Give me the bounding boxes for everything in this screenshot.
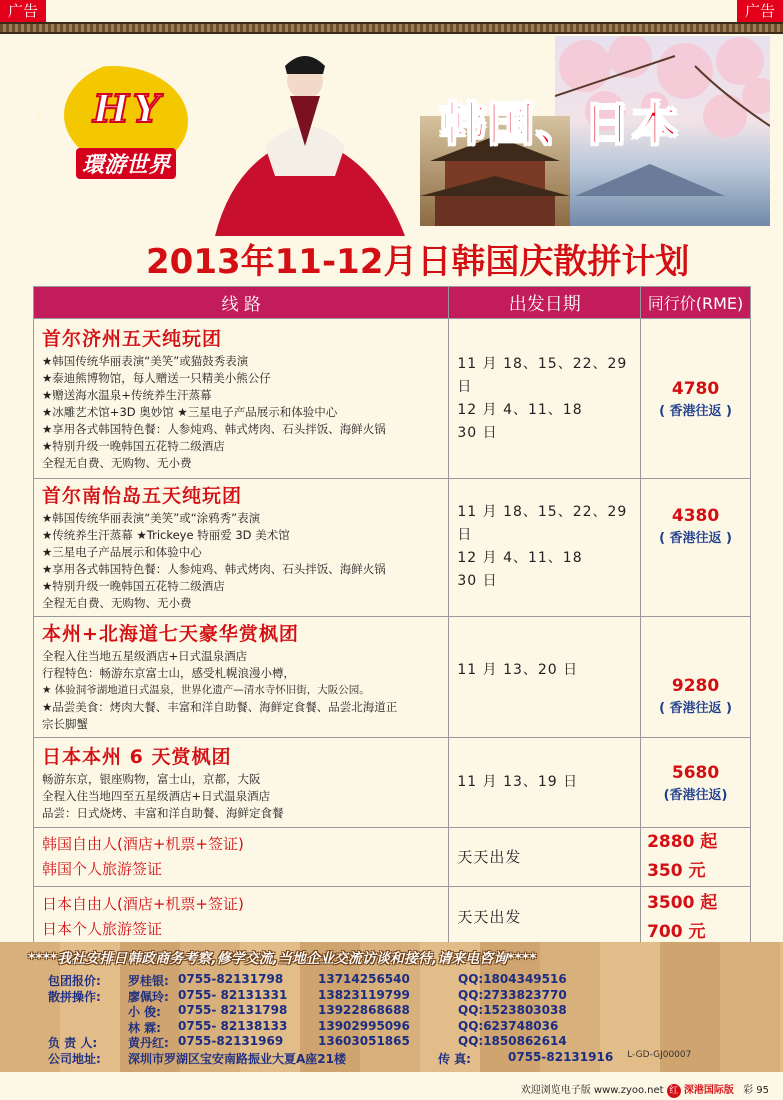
contact-name: 廖佩玲: (128, 989, 169, 1004)
price-cell (641, 738, 751, 828)
red-circle-mark: 红 (667, 1084, 681, 1098)
tour-line: ★享用各式韩国特色餐：人参炖鸡、韩式烤肉、石头拌饭、海鲜火锅 (42, 421, 386, 436)
table-row (34, 887, 751, 949)
ad-tag-left: 广告 (0, 0, 46, 22)
tour-title: 本州+北海道七天豪华赏枫团 (42, 623, 299, 645)
header-route: 线 路 (34, 287, 449, 319)
price-note: ( 香港往返 ) (659, 531, 732, 546)
contact-mobile: 13902995096 (318, 1018, 410, 1033)
free-tour-line: 日本自由人(酒店+机票+签证) (42, 895, 244, 913)
footer-edition: 深港国际版 (683, 1085, 734, 1096)
logo-hy-text: HY (93, 86, 165, 131)
tour-title: 日本本州 6 天赏枫团 (42, 745, 232, 768)
route-cell (34, 887, 449, 949)
scroll-rod-decoration (0, 22, 783, 34)
contact-role: 负 责 人: (48, 1036, 98, 1050)
company-logo (38, 66, 198, 186)
date-cell (449, 319, 641, 479)
price-cell (641, 887, 751, 949)
contact-row (48, 972, 768, 988)
contact-row (48, 1034, 768, 1050)
hero-destination-title: 韩国、日本 (440, 97, 680, 151)
contact-mobile: 13714256540 (318, 972, 410, 986)
contact-phone: 0755- 82138133 (178, 1018, 288, 1033)
hero-banner (0, 36, 783, 236)
date-line: 11 月 13、19 日 (457, 774, 579, 790)
free-tour-line: 日本个人旅游签证 (42, 920, 163, 938)
address-label: 公司地址: (48, 1051, 101, 1066)
tour-line: 全程无自费、无购物、无小费 (42, 596, 192, 610)
price-cell (641, 828, 751, 887)
contact-phone: 0755-82131969 (178, 1034, 284, 1048)
header-date: 出发日期 (449, 287, 641, 319)
table-row (34, 319, 751, 479)
table-row (34, 738, 751, 828)
price-note: ( 香港往返 ) (659, 701, 732, 716)
contact-name: 黄丹红: (128, 1036, 169, 1050)
logo-name-text: 環游世界 (76, 148, 176, 179)
date-line: 30 日 (457, 573, 498, 589)
company-address: 深圳市罗湖区宝安南路振业大夏A座21楼 (128, 1051, 346, 1066)
tour-line: 宗长脚蟹 (42, 717, 88, 731)
date-cell: 天天出发 (449, 887, 641, 949)
tour-price: 5680 (671, 762, 720, 783)
tour-line: ★特别升级一晚韩国五花特二级酒店 (42, 579, 225, 593)
tour-line: ★赠送海水温泉+传统养生汗蒸幕 (42, 387, 212, 402)
ad-tag-right: 广告 (737, 0, 783, 22)
mount-fuji-shape (575, 164, 725, 196)
price-cell (641, 479, 751, 617)
address-row (48, 1050, 768, 1066)
tour-line: ★特别升级一晚韩国五花特二级酒店 (42, 438, 225, 453)
free-tour-price: 350 元 (647, 861, 706, 881)
contact-role: 包团报价: (48, 974, 101, 988)
tour-line: ★冰雕艺术馆+3D 奥妙馆 ★三星电子产品展示和体验中心 (42, 404, 338, 419)
tour-line: ★韩国传统华丽表演“美笑”或“涂鸦秀”表演 (42, 511, 261, 525)
tour-line: 全程无自费、无购物、无小费 (42, 455, 192, 470)
contact-role: 散拼操作: (48, 989, 101, 1004)
tour-line: ★ 体验洞爷湖地道日式温泉，世界化遗产—清水寺怀旧街，大阪公园。 (42, 684, 370, 696)
contact-role (48, 1003, 128, 1019)
contact-banner: ****我社安排日韩政商务考察,修学交流,当地企业交流访谈和接待,请来电咨询**** (28, 951, 537, 967)
contact-qq: QQ:1804349516 (458, 972, 567, 986)
date-line: 11 月 13、20 日 (457, 662, 579, 678)
table-row (34, 479, 751, 617)
contact-qq: QQ:623748036 (458, 1018, 559, 1033)
price-note: (香港往返) (663, 787, 728, 803)
free-tour-line: 韩国个人旅游签证 (42, 859, 163, 878)
date-cell (449, 479, 641, 617)
date-line: 30 日 (457, 424, 498, 441)
tour-schedule-table (33, 286, 751, 949)
contact-qq: QQ:2733823770 (458, 987, 567, 1002)
date-line: 11 月 18、15、22、29 日 (457, 504, 628, 543)
contact-role (48, 1019, 128, 1035)
contact-name: 林 霖: (128, 1020, 161, 1035)
free-tour-line: 韩国自由人(酒店+机票+签证) (42, 834, 244, 853)
tour-line: ★韩国传统华丽表演“美笑”或猫鼓秀表演 (42, 353, 249, 368)
tour-line: 全程入住当地五星级酒店+日式温泉酒店 (42, 649, 248, 663)
contact-qq: QQ:1850862614 (458, 1034, 567, 1048)
tour-line: ★传统养生汗蒸幕 ★Trickeye 特丽爱 3D 美术馆 (42, 528, 290, 542)
tour-line: ★品尝美食：烤肉大餐、丰富和洋自助餐、海鲜定食餐、品尝北海道正 (42, 700, 398, 714)
contact-mobile: 13823119799 (318, 987, 410, 1002)
date-line: 12 月 4、11、18 (457, 401, 583, 418)
page-number: 彩 95 (743, 1085, 769, 1096)
contact-mobile: 13603051865 (318, 1034, 410, 1048)
tour-line: ★享用各式韩国特色餐：人参炖鸡、韩式烤肉、石头拌饭、海鲜火锅 (42, 562, 386, 576)
date-cell (449, 738, 641, 828)
tour-line: 品尝：日式烧烤、丰富和洋自助餐、海鲜定食餐 (42, 805, 284, 820)
contact-mobile: 13922868688 (318, 1003, 410, 1017)
table-row (34, 617, 751, 738)
tour-price: 4380 (671, 506, 720, 526)
contact-panel (0, 942, 783, 1072)
route-cell (34, 828, 449, 887)
contact-row (48, 1003, 768, 1019)
date-cell (449, 617, 641, 738)
free-tour-price: 700 元 (647, 921, 706, 942)
contact-phone: 0755- 82131798 (178, 1003, 288, 1017)
contact-row (48, 1019, 768, 1035)
tour-title: 首尔济州五天纯玩团 (42, 327, 223, 350)
table-row (34, 828, 751, 887)
tour-line: ★泰迪熊博物馆，每人赠送一只精美小熊公仔 (42, 370, 271, 385)
page-footer (0, 1082, 783, 1100)
footer-website: 欢迎浏览电子版 www.zyoo.net (520, 1085, 664, 1096)
header-price: 同行价(RME) (641, 287, 751, 319)
date-cell: 天天出发 (449, 828, 641, 887)
contact-phone: 0755- 82131331 (178, 987, 288, 1002)
contact-qq: QQ:1523803038 (458, 1003, 567, 1017)
price-cell (641, 319, 751, 479)
tour-line: ★三星电子产品展示和体验中心 (42, 545, 202, 559)
route-cell (34, 319, 449, 479)
date-line: 12 月 4、11、18 (457, 550, 583, 566)
page-headline: 2013年11-12月日韩国庆散拼计划 (146, 242, 690, 282)
contact-list (48, 972, 768, 1065)
tour-line: 畅游东京，银座购物，富士山，京都，大阪 (42, 771, 261, 786)
tour-line: 行程特色：畅游东京富士山，感受札幌浪漫小樽， (42, 666, 295, 680)
fax-label: 传 真: (438, 1051, 471, 1066)
tour-title: 首尔南怡岛五天纯玩团 (42, 485, 243, 507)
tour-price: 9280 (671, 676, 720, 696)
date-line: 11 月 18、15、22、29 日 (457, 355, 628, 395)
price-note: ( 香港往返 ) (659, 403, 732, 419)
hanbok-dancer-photo (195, 36, 415, 236)
tour-line: 全程入住当地四至五星级酒店+日式温泉酒店 (42, 788, 271, 803)
free-tour-price: 3500 起 (647, 892, 718, 913)
table-header-row (34, 287, 751, 319)
contact-name: 罗桂银: (128, 974, 169, 988)
tour-price: 4780 (671, 378, 720, 399)
price-cell (641, 617, 751, 738)
contact-name: 小 俊: (128, 1005, 161, 1019)
route-cell (34, 617, 449, 738)
license-number: L-GD-GJ00007 (627, 1049, 692, 1060)
fax-number: 0755-82131916 (508, 1049, 614, 1064)
contact-row (48, 988, 768, 1004)
dancer-figure (195, 36, 415, 236)
contact-phone: 0755-82131798 (178, 972, 284, 986)
free-tour-price: 2880 起 (647, 832, 718, 852)
route-cell (34, 738, 449, 828)
route-cell (34, 479, 449, 617)
